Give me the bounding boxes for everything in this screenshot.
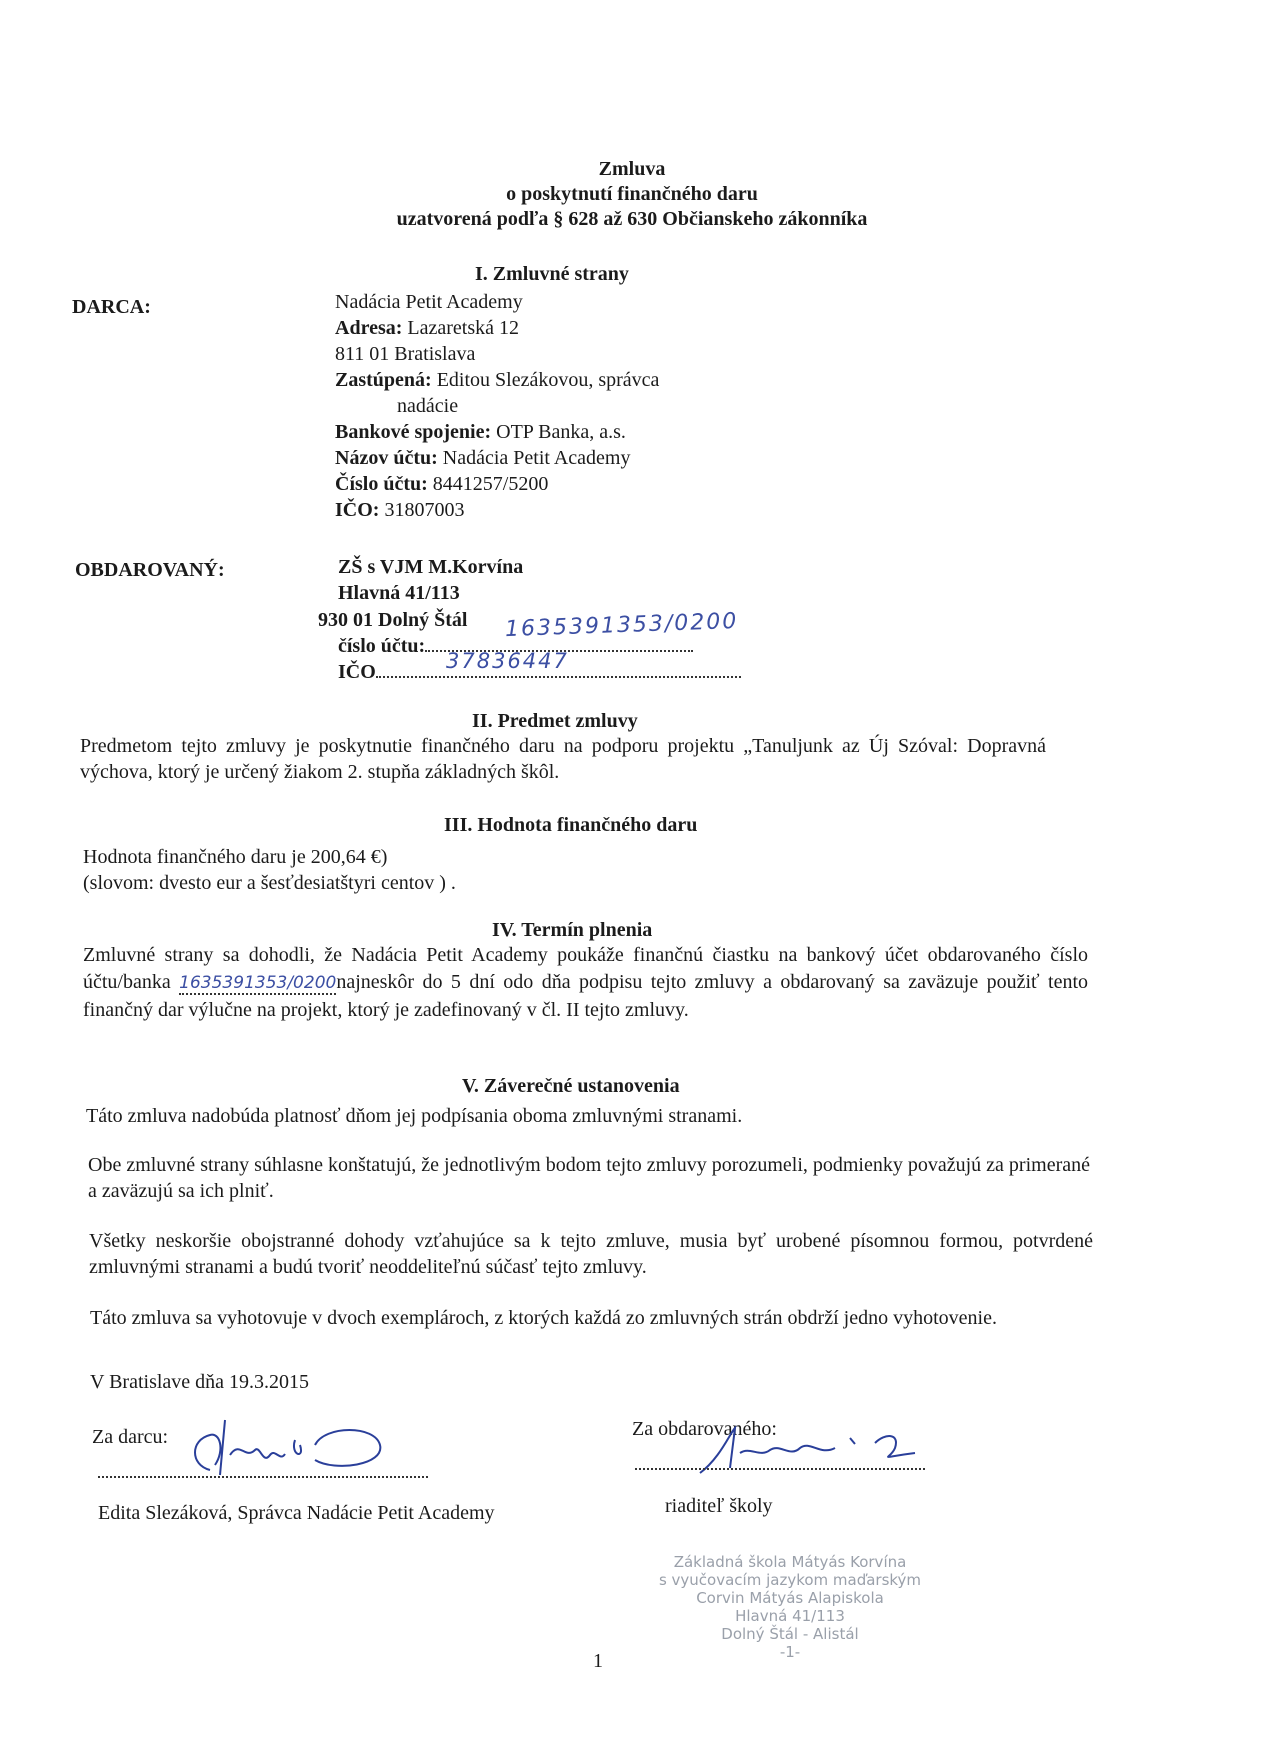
recipient-city: 930 01 Dolný Štál: [318, 609, 468, 631]
section-4-heading: IV. Termín plnenia: [492, 919, 653, 941]
section-3-heading: III. Hodnota finančného daru: [444, 814, 698, 836]
section-3-line1: Hodnota finančného daru je 200,64 €): [83, 846, 388, 868]
section-2-heading: II. Predmet zmluvy: [472, 710, 638, 732]
donor-account-number: [335, 472, 548, 496]
document-subtitle: o poskytnutí finančného daru: [506, 183, 758, 205]
recipient-label: OBDAROVANÝ:: [75, 559, 225, 581]
document-title: Zmluva: [598, 158, 666, 180]
stamp-line-5: Dolný Štál - Alistál: [721, 1625, 859, 1643]
section-5-paragraph-2: Obe zmluvné strany súhlasne konštatujú, že jednotlivým bodom tejto zmluvy porozumeli, podmienky považujú za primerané a zaväzujú sa ich plniť.: [88, 1154, 1090, 1202]
recipient-ico-label: IČO: [338, 661, 376, 683]
address-label: Adresa:: [335, 317, 403, 339]
bank-value: OTP Banka, a.s.: [496, 421, 626, 443]
donor-signature-line: [98, 1474, 428, 1478]
account-no-value: 8441257/5200: [432, 473, 549, 495]
place-and-date: V Bratislave dňa 19.3.2015: [90, 1371, 310, 1393]
section-5-heading: V. Záverečné ustanovenia: [462, 1075, 680, 1097]
section-5-paragraph-1: Táto zmluva nadobúda platnosť dňom jej podpísania oboma zmluvnými stranami.: [86, 1105, 743, 1127]
section-2-text: Predmetom tejto zmluvy je poskytnutie finančného daru na podporu projektu „Tanuljunk az Új Szóval: Dopravná výchova, ktorý je určený žiakom 2. stupňa základných škôl.: [80, 735, 1046, 783]
stamp-line-4: Hlavná 41/113: [735, 1607, 845, 1625]
donor-signature-label: Za darcu:: [92, 1426, 169, 1448]
donor-signature: [185, 1410, 395, 1480]
recipient-account-label: číslo účtu:: [338, 635, 426, 657]
ico-value: 31807003: [384, 499, 465, 521]
account-name-label: Názov účtu:: [335, 447, 438, 469]
account-name-value: Nadácia Petit Academy: [442, 447, 631, 469]
donor-bank: [335, 420, 626, 444]
ico-label: IČO:: [335, 499, 380, 521]
recipient-ico-handwritten: 37836447: [446, 649, 569, 673]
recipient-account-handwritten: 1635391353/0200: [504, 608, 739, 643]
donor-address: [335, 316, 519, 340]
account-no-label: Číslo účtu:: [335, 473, 428, 495]
section-5-paragraph-3: Všetky neskoršie obojstranné dohody vzťahujúce sa k tejto zmluve, musia byť urobené písomnou formou, potvrdené zmluvnými stranami a budú tvoriť neoddeliteľnú súčasť tejto zmluvy.: [89, 1230, 1093, 1278]
recipient-street: Hlavná 41/113: [338, 582, 460, 604]
section-1-heading: I. Zmluvné strany: [475, 263, 629, 285]
recipient-signature-label: Za obdarovaného:: [632, 1418, 777, 1440]
school-stamp: [640, 1553, 940, 1661]
address-value: Lazaretská 12: [407, 317, 520, 339]
recipient-ico-dots: [376, 676, 741, 678]
donor-ico: [335, 498, 464, 522]
recipient-name: ZŠ s VJM M.Korvína: [338, 556, 524, 578]
stamp-line-1: Základná škola Mátyás Korvína: [673, 1553, 907, 1571]
stamp-line-6: -1-: [779, 1643, 801, 1661]
section-4-text-before: Zmluvné strany sa dohodli, že Nadácia Petit Academy poukáže finančnú čiastku na bankový účet obdarovaného číslo účtu/banka: [83, 944, 1088, 993]
stamp-line-2: s vyučovacím jazykom maďarským: [658, 1571, 922, 1589]
section-5-paragraph-4: Táto zmluva sa vyhotovuje v dvoch exemplároch, z ktorých každá zo zmluvných strán obdrží jedno vyhotovenie.: [90, 1307, 997, 1329]
section-4-text: [83, 942, 1088, 1024]
donor-signer-name: Edita Slezáková, Správca Nadácie Petit Academy: [98, 1502, 495, 1524]
document-legal-basis: uzatvorená podľa § 628 až 630 Občianskeho zákonníka: [396, 208, 868, 230]
donor-represented: [335, 368, 659, 392]
page-number: 1: [593, 1650, 603, 1672]
section-4-text-after: najneskôr do 5 dní odo dňa podpisu tejto zmluvy a obdarovaný sa zaväzuje použiť tento finančný dar výlučne na projekt, ktorý je zadefinovaný v čl. II tejto zmluvy.: [83, 971, 1088, 1021]
recipient-signature-line: [635, 1466, 925, 1470]
donor-represented-cont: nadácie: [397, 395, 459, 417]
section-3-line2: (slovom: dvesto eur a šesťdesiatštyri centov ) .: [83, 872, 456, 894]
donor-account-name: [335, 446, 630, 470]
donor-name: Nadácia Petit Academy: [335, 291, 523, 313]
represented-value: Editou Slezákovou, správca: [436, 369, 660, 391]
represented-label: Zastúpená:: [335, 369, 432, 391]
stamp-line-3: Corvin Mátyás Alapiskola: [696, 1589, 884, 1607]
recipient-ico-row: [338, 660, 741, 684]
donor-label: DARCA:: [72, 296, 151, 318]
bank-label: Bankové spojenie:: [335, 421, 492, 443]
donor-city: 811 01 Bratislava: [335, 343, 476, 365]
recipient-signer-title: riaditeľ školy: [665, 1495, 773, 1517]
section-4-account-handwritten: 1635391353/0200: [179, 973, 337, 993]
